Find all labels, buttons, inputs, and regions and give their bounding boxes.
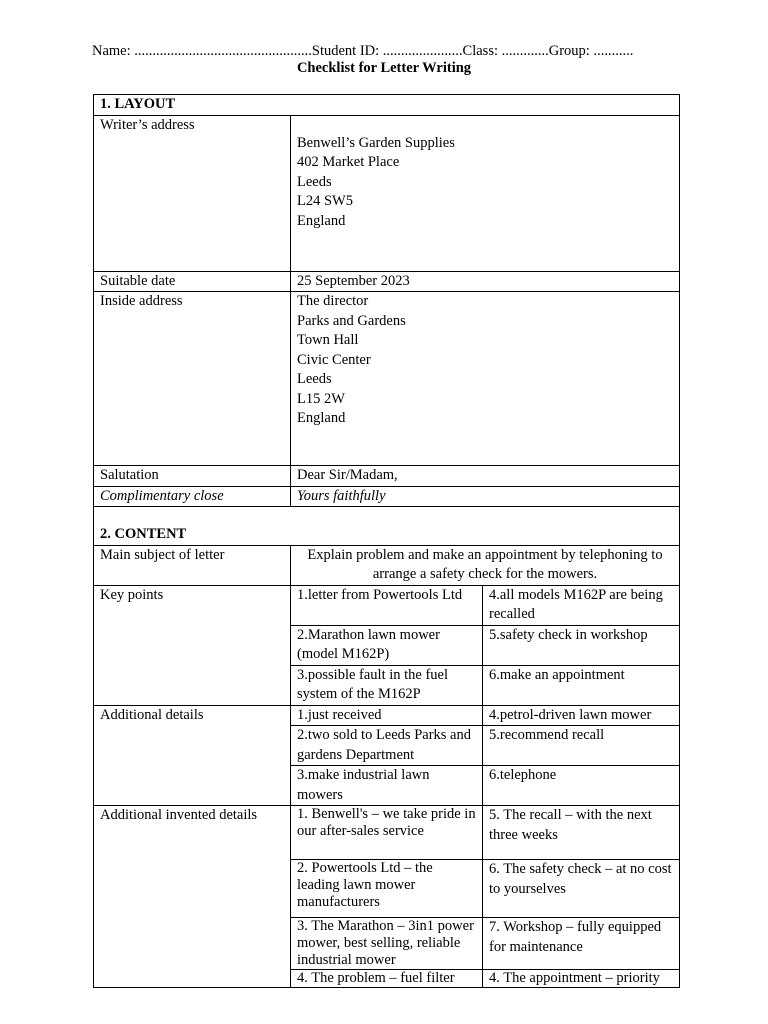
subject-value: Explain problem and make an appointment by telephoning to arrange a safety check for the mowers. xyxy=(291,545,680,585)
inside-address-line: L15 2W xyxy=(297,390,345,407)
inside-address xyxy=(291,292,680,466)
checklist-table xyxy=(93,94,680,988)
invented-detail: 7. Workshop – fully equipped for maintenance xyxy=(483,918,680,970)
additional-details-label: Additional details xyxy=(94,705,291,806)
writers-address-line: L24 SW5 xyxy=(297,193,353,209)
subject-label: Main subject of letter xyxy=(94,545,291,585)
writers-address xyxy=(291,115,680,271)
complimentary-close-value: Yours faithfully xyxy=(291,486,680,507)
inside-address-line: Civic Center xyxy=(297,351,371,368)
key-point: 2.Marathon lawn mower (model M162P) xyxy=(291,625,483,665)
writers-address-line: Leeds xyxy=(297,173,332,190)
page-title: Checklist for Letter Writing xyxy=(296,60,472,76)
salutation-value: Dear Sir/Madam, xyxy=(291,466,680,487)
key-point: 1.letter from Powertools Ltd xyxy=(291,585,483,625)
additional-detail: 3.make industrial lawn mowers xyxy=(291,766,483,806)
invented-detail: 4. The problem – fuel filter xyxy=(291,970,483,988)
date-label: Suitable date xyxy=(94,271,291,292)
invented-detail: 4. The appointment – priority xyxy=(483,970,680,988)
inside-address-line: Leeds xyxy=(297,371,332,387)
invented-detail: 3. The Marathon – 3in1 power mower, best selling, reliable industrial mower xyxy=(291,918,483,970)
key-point: 6.make an appointment xyxy=(483,665,680,705)
inside-address-label: Inside address xyxy=(94,292,291,466)
writers-address-line: Benwell’s Garden Supplies xyxy=(297,134,455,151)
invented-details-label: Additional invented details xyxy=(94,806,291,988)
key-point: 5.safety check in workshop xyxy=(483,625,680,665)
key-points-label: Key points xyxy=(94,585,291,705)
student-info-line: Name: .................................................Student ID: ......................Class: .............Group: ........... xyxy=(92,43,634,59)
inside-address-line: Town Hall xyxy=(297,332,359,348)
key-point: 4.all models M162P are being recalled xyxy=(483,585,680,625)
complimentary-close-label: Complimentary close xyxy=(94,486,291,507)
inside-address-line: The director xyxy=(297,293,369,309)
section-content-heading: 2. CONTENT xyxy=(94,507,680,546)
additional-detail: 5.recommend recall xyxy=(483,726,680,766)
section-layout-heading: 1. LAYOUT xyxy=(94,95,680,116)
inside-address-line: England xyxy=(297,410,346,426)
invented-detail: 1. Benwell's – we take pride in our after-sales service xyxy=(291,806,483,860)
salutation-label: Salutation xyxy=(94,466,291,487)
invented-detail: 2. Powertools Ltd – the leading lawn mower manufacturers xyxy=(291,860,483,918)
inside-address-line: Parks and Gardens xyxy=(297,312,406,329)
invented-detail: 5. The recall – with the next three weeks xyxy=(483,806,680,860)
writers-address-label: Writer’s address xyxy=(94,115,291,271)
additional-detail: 6.telephone xyxy=(483,766,680,806)
writers-address-line: 402 Market Place xyxy=(297,154,400,170)
key-point: 3.possible fault in the fuel system of the M162P xyxy=(291,665,483,705)
invented-detail: 6. The safety check – at no cost to yourselves xyxy=(483,860,680,918)
date-value: 25 September 2023 xyxy=(291,271,680,292)
additional-detail: 4.petrol-driven lawn mower xyxy=(483,705,680,726)
writers-address-line: England xyxy=(297,212,346,229)
additional-detail: 2.two sold to Leeds Parks and gardens Department xyxy=(291,726,483,766)
additional-detail: 1.just received xyxy=(291,705,483,726)
